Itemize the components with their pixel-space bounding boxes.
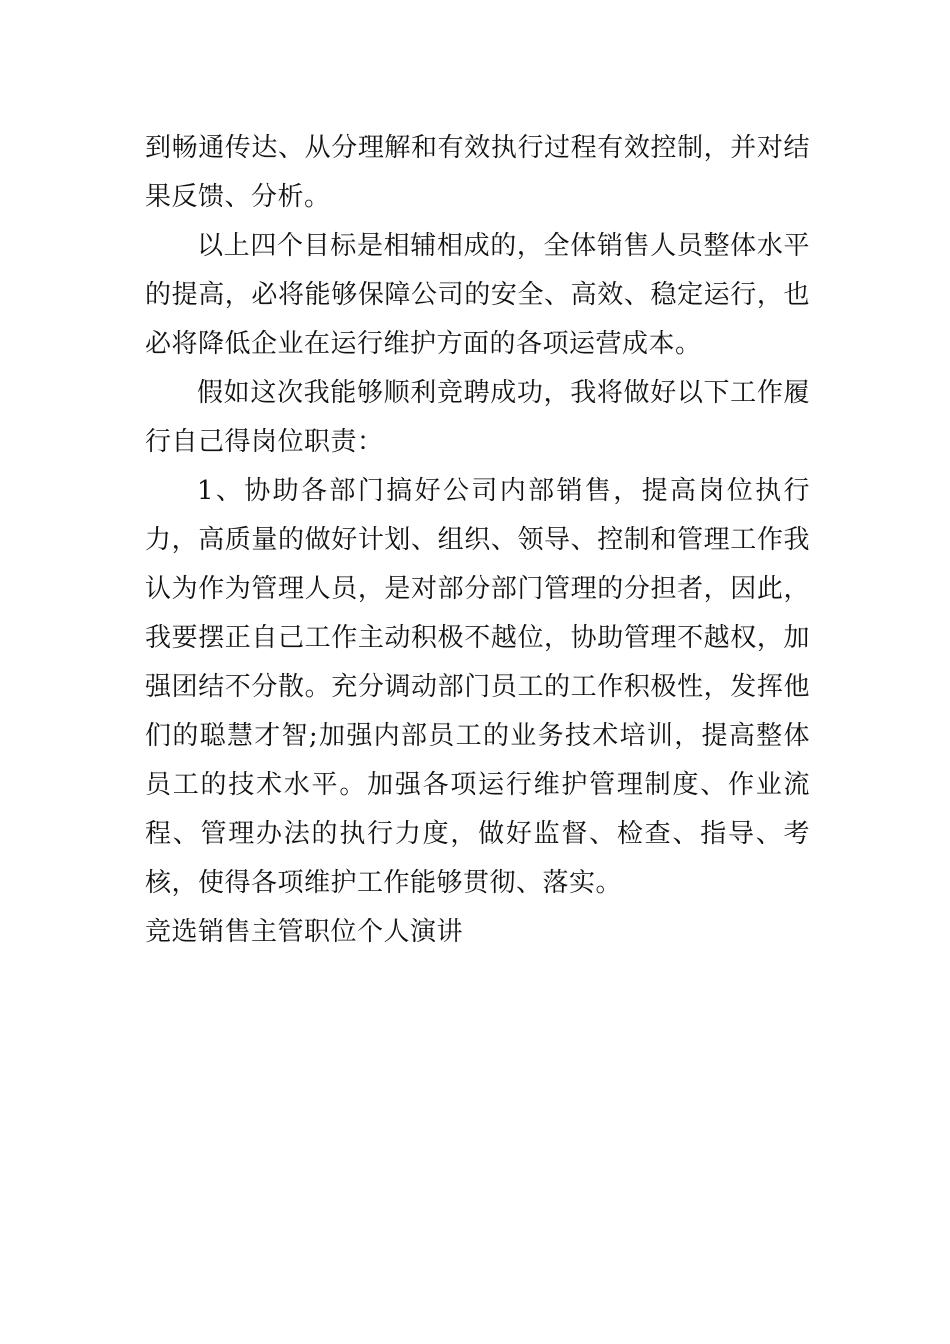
paragraph-duties-intro: 假如这次我能够顺利竞聘成功，我将做好以下工作履行自己得岗位职责：	[145, 378, 810, 457]
paragraph-duty-1: 1、协助各部门搞好公司内部销售，提高岗位执行力，高质量的做好计划、组织、领导、控制和管理工作我认为作为管理人员，是对部分部门管理的分担者，因此，我要摆正自己工作主动积极不越位，协助管理不越权，加强团结不分散。充分调动部门员工的工作积极性，发挥他们的聪慧才智;加强内部员工的业务技术培训，提高整体员工的技术水平。加强各项运行维护管理制度、作业流程、管理办法的执行力度，做好监督、检查、指导、考核，使得各项维护工作能够贯彻、落实。	[145, 476, 810, 898]
paragraph-goals-summary: 以上四个目标是相辅相成的，全体销售人员整体水平的提高，必将能够保障公司的安全、高效、稳定运行，也必将降低企业在运行维护方面的各项运营成本。	[145, 231, 810, 359]
document-body	[145, 124, 810, 957]
trailer-title: 竞选销售主管职位个人演讲	[145, 917, 464, 947]
paragraph-continuation: 到畅通传达、从分理解和有效执行过程有效控制，并对结果反馈、分析。	[145, 133, 810, 212]
